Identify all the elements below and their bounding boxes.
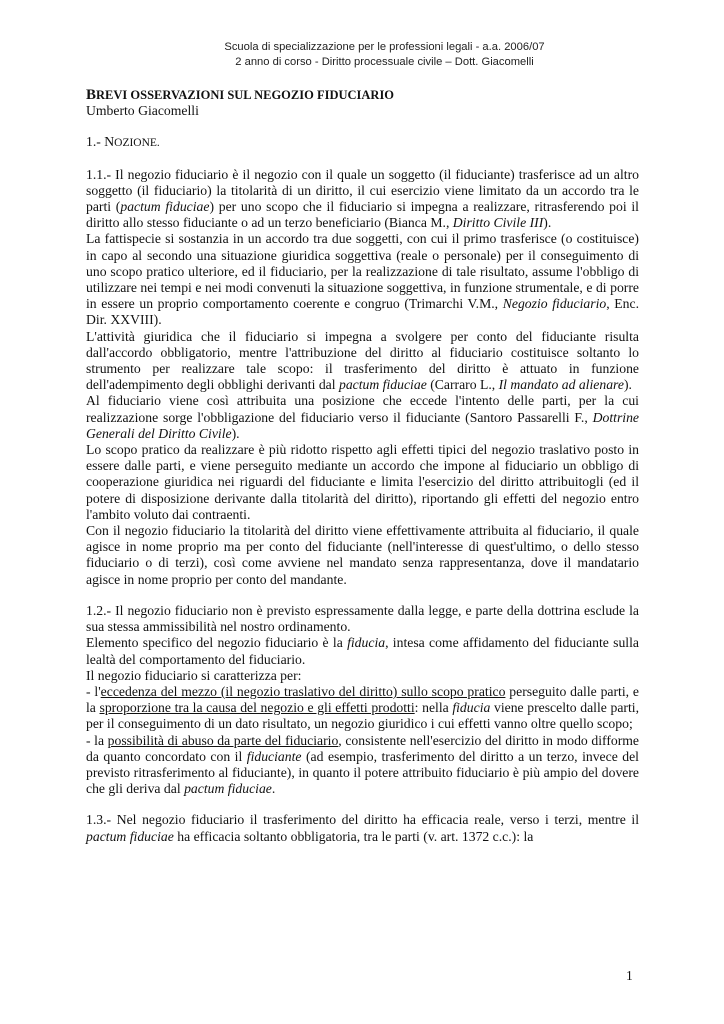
document-body	[86, 87, 639, 845]
section-heading	[86, 134, 639, 151]
paragraph-attivita	[86, 329, 639, 394]
text-run: 1.3.- Nel negozio fiduciario il trasferimento del diritto ha efficacia reale, verso i terzi, mentre il	[86, 812, 639, 828]
text-run: - la	[86, 732, 108, 748]
text-run: ha efficacia soltanto obbligatoria, tra le parti (v. art. 1372 c.c.): la	[173, 828, 534, 844]
text-run: 1.1.- Il negozio fiduciario è il negozio con il quale un soggetto (il fiduciante) trasferisce ad un altro soggetto (il fiduciario) la titolarità di un diritto, il cui esercizio viene limitato da un accordo tra le parti (	[86, 166, 639, 215]
text-run: ).	[543, 215, 552, 231]
list-item-eccedenza	[86, 684, 639, 733]
text-run: (ad esempio, trasferimento del diritto a un terzo, invece del previsto ritrasferimento al fiduciante), in quanto il potere attribuito fiduciario è più ampio del dovere che gli deriva dal	[86, 748, 639, 797]
text-run: ).	[231, 425, 240, 441]
text-run: , Enc. Dir. XXVIII).	[86, 296, 639, 328]
text-run: viene prescelto dalle parti, per il conseguimento di un dato risultato, un negozio giuridico i cui effetti vanno oltre quello scopo;	[86, 700, 639, 732]
italic-run: Il mandato ad alienare	[498, 377, 624, 393]
page-number: 1	[626, 968, 633, 983]
italic-run: pactum fiduciae	[338, 377, 427, 393]
header-line-1: Scuola di specializzazione per le professioni legali - a.a. 2006/07	[224, 41, 545, 53]
section-name: OZIONE.	[114, 137, 160, 150]
underlined-run: eccedenza del mezzo (il negozio traslativo del diritto) sullo scopo pratico	[100, 683, 506, 699]
italic-run: pactum fiduciae	[86, 828, 174, 844]
italic-run: Dottrine Generali del Diritto Civile	[86, 409, 639, 441]
paragraph-titolarita	[86, 523, 639, 588]
header-line-2: 2 anno di corso - Diritto processuale civile – Dott. Giacomelli	[235, 55, 534, 68]
italic-run: fiduciante	[246, 748, 302, 764]
underlined-run: possibilità di abuso da parte del fiduciario	[107, 732, 339, 748]
text-run: ) per uno scopo che il fiduciario si impegna a realizzare, ritrasferendo poi il diritto allo stesso fiduciante o ad un terzo beneficiario (Bianca M.,	[86, 199, 639, 231]
text-run: perseguito dalle parti, e la	[86, 683, 639, 716]
text-run: .	[271, 781, 276, 797]
paragraph-fattispecie	[86, 231, 639, 328]
paragraph-1-2	[86, 603, 639, 635]
italic-run: pactum fiduciae	[120, 199, 210, 215]
text-run: , consistente nell'esercizio del diritto in modo difforme da quanto concordato con il	[86, 732, 639, 764]
paragraph-posizione	[86, 393, 639, 442]
italic-run: fiducia	[347, 635, 386, 651]
italic-run: pactum fiduciae	[184, 781, 272, 797]
text-run: L'attività giuridica che il fiduciario si impegna a svolgere per conto del fiduciante risulta dall'accordo obbligatorio, mentre l'attribuzione del diritto al fiduciario costituisce soltanto lo strumento per realizzare tale scopo: il trasferimento del diritto è attuato in funzione dell'adempimento degli obblighi derivanti dal	[86, 328, 639, 393]
text-run: Con il negozio fiduciario la titolarità del diritto viene effettivamente attribuita al fiduciario, il quale agisce in nome proprio ma per conto del fiduciante (nell'interesse di quest'ultimo, o dello stesso fiduciario o di terzi), così come avviene nel mandato senza rappresentanza, dove il mandatario agisce in nome proprio per conto del mandante.	[86, 523, 639, 587]
document-title	[86, 87, 639, 103]
text-run: : nella	[414, 700, 453, 716]
text-run: ).	[623, 377, 632, 393]
title-rest: REVI OSSERVAZIONI SUL NEGOZIO FIDUCIARIO	[96, 88, 395, 102]
text-run: Il negozio fiduciario si caratterizza per:	[86, 667, 302, 683]
page-header	[0, 40, 724, 69]
italic-run: Diritto Civile III	[452, 215, 544, 231]
text-run: , intesa come affidamento del fiduciante sulla lealtà del comportamento del fiduciario.	[86, 635, 639, 667]
list-item-abuso	[86, 733, 639, 798]
section-number: 1.- N	[86, 134, 115, 150]
paragraph-elemento	[86, 635, 639, 667]
paragraph-1-3	[86, 812, 639, 844]
text-run: (Carraro L.,	[426, 377, 499, 393]
text-run: Lo scopo pratico da realizzare è più ridotto rispetto agli effetti tipici del negozio traslativo posto in essere dalle parti, e viene perseguito mediante un accordo che impone al fiduciario un obbligo di cooperazione giuridica nei riguardi del fiduciante e limita l'esercizio del diritto attribuitogli (ed il potere di disposizione derivante dalla titolarità del diritto), riportando gli effetti del negozio entro l'ambito voluto dai contraenti.	[86, 442, 639, 522]
text-run: Elemento specifico del negozio fiduciario è la	[86, 635, 348, 651]
title-initial: B	[86, 87, 97, 103]
paragraph-caratterizza	[86, 668, 639, 684]
text-run: La fattispecie si sostanzia in un accordo tra due soggetti, con cui il primo trasferisce (o costituisce) in capo al secondo una situazione giuridica soggettiva (reale o personale) per il conseguimento di uno scopo pratico ulteriore, ed il fiduciario, per la realizzazione di tale risultato, assume l'obbligo di utilizzare nei tempi e nei modi convenuti la situazione soggettiva, in funzione strumentale, e di porre in essere un proprio comportamento coerente e congruo (Trimarchi V.M.,	[86, 231, 639, 312]
author-name: Umberto Giacomelli	[86, 103, 199, 119]
text-run: 1.2.- Il negozio fiduciario non è previsto espressamente dalla legge, e parte della dottrina esclude la sua stessa ammissibilità nel nostro ordinamento.	[86, 602, 639, 635]
underlined-run: sproporzione tra la causa del negozio e gli effetti prodotti	[99, 700, 415, 716]
italic-run: Negozio fiduciario	[502, 296, 607, 312]
italic-run: fiducia	[452, 700, 491, 716]
text-run: - l'	[86, 683, 101, 699]
text-run: Al fiduciario viene così attribuita una posizione che eccede l'intento delle parti, per la cui realizzazione sorge l'obbligazione del fiduciario verso il fiduciante (Santoro Passarelli F.,	[86, 393, 639, 425]
paragraph-1-1	[86, 167, 639, 232]
paragraph-scopo	[86, 442, 639, 523]
